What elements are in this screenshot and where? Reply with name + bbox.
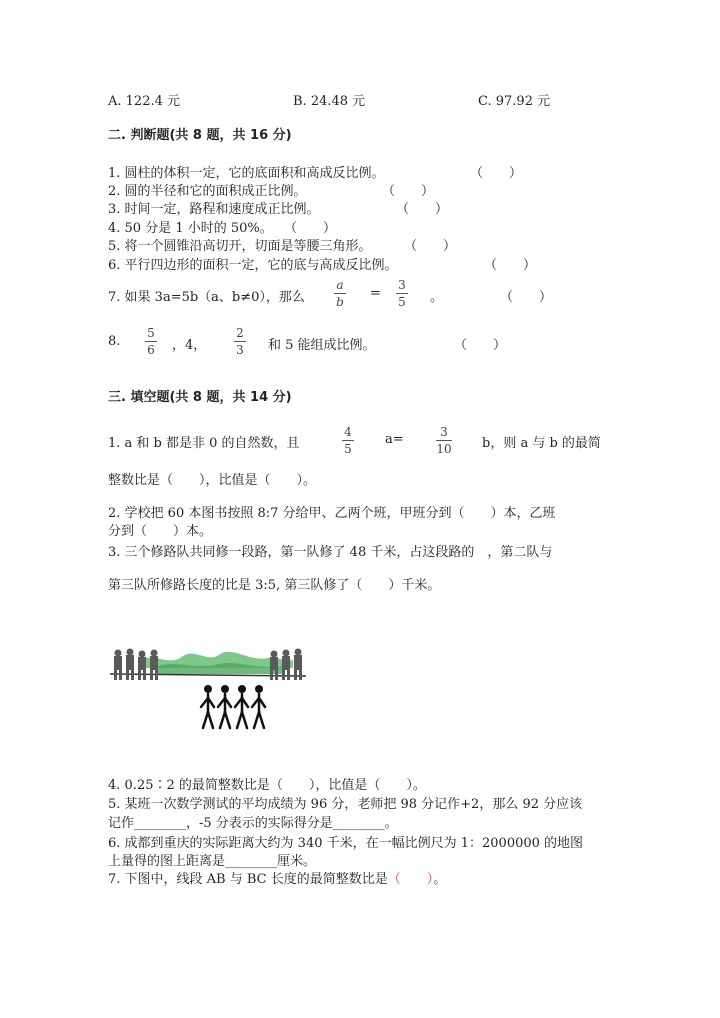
fill-q1-end: b，则 a 与 b 的最简 [482,436,601,451]
fraction-numerator: 2 [236,326,244,340]
judge-item-3: 3. 时间一定，路程和速度成正比例。 [108,202,320,217]
judge-item-7: 7. 如果 3a=5b（a、b≠0），那么 [108,290,305,305]
judge-answer-4[interactable]: （ ） [284,221,337,236]
left-team [114,649,158,681]
fraction-2-over-3 [234,326,246,357]
fill-q5-line2[interactable]: 记作________，-5 分表示的实际得分是________。 [108,816,398,831]
judge-answer-7[interactable]: （ ） [500,290,553,305]
fraction-bar [145,341,157,342]
fraction-numerator: 3 [440,425,448,439]
judge-answer-6[interactable]: （ ） [484,258,537,273]
fill-q2-line2[interactable]: 分到（ ）本。 [108,524,213,539]
judge-answer-8[interactable]: （ ） [454,338,507,353]
fraction-bar [334,293,346,294]
fraction-bar [436,440,452,441]
fill-q6-line1: 6. 成都到重庆的实际距离大约为 340 千米，在一幅比例尺为 1：2000000 的地图 [108,836,584,851]
judge-item-5: 5. 将一个圆锥沿高切开，切面是等腰三角形。 [108,239,372,254]
judge-answer-2[interactable]: （ ） [382,184,435,199]
fraction-denominator: b [336,295,344,309]
fraction-3-over-10 [436,425,452,456]
fill-q1-start: 1. a 和 b 都是非 0 的自然数，且 [108,436,300,451]
fill-q7-question: 7. 下图中，线段 AB 与 BC 长度的最简整数比是 [108,872,388,887]
fraction-a-over-b [334,278,346,309]
option-c: C. 97.92 元 [478,94,551,109]
fraction-4-over-5 [342,425,354,456]
fraction-denominator: 3 [236,343,244,357]
fill-q3-line2[interactable]: 第三队所修路长度的比是 3:5, 第三队修了（ ）千米。 [108,578,441,593]
option-b: B. 24.48 元 [293,94,366,109]
judge-answer-1[interactable]: （ ） [470,166,523,181]
fill-q1-mid: a= [385,432,404,447]
fill-q5-line1: 5. 某班一次数学测试的平均成绩为 96 分，老师把 98 分记作+2，那么 92 分应该 [108,797,583,812]
judge-answer-3[interactable]: （ ） [396,202,449,217]
judge-answer-5[interactable]: （ ） [404,239,457,254]
fill-q1-line2[interactable]: 整数比是（ ），比值是（ ）。 [108,473,317,488]
fraction-numerator: 5 [147,326,155,340]
fraction-denominator: 5 [344,442,352,456]
walking-people [201,685,265,728]
judge-item-8-end: 和 5 能组成比例。 [268,338,376,353]
fraction-3-over-5 [396,278,408,309]
fill-q2-line1[interactable]: 2. 学校把 60 本图书按照 8:7 分给甲、乙两个班，甲班分到（ ）本，乙班 [108,506,556,521]
fill-q3-line1: 3. 三个修路队共同修一段路，第一队修了 48 千米，占这段路的 ，第二队与 [108,545,553,560]
judge-item-8-mid: ，4， [172,338,207,353]
fraction-bar [234,341,246,342]
fraction-numerator: 3 [398,278,406,292]
judge-item-1: 1. 圆柱的体积一定，它的底面积和高成反比例。 [108,166,385,181]
section2-title: 二. 判断题(共 8 题，共 16 分) [108,128,292,143]
fraction-5-over-6 [145,326,157,357]
judge-item-6: 6. 平行四边形的面积一定，它的底与高成反比例。 [108,258,398,273]
fill-q7-answer-paren[interactable]: （ ） [387,872,434,887]
fill-q7-text [108,868,446,887]
fill-q7-end: 。 [433,872,447,887]
fraction-denominator: 6 [147,343,155,357]
fraction-bar [342,440,354,441]
fill-q4[interactable]: 4. 0.25∶2 的最简整数比是（ ），比值是（ ）。 [108,778,426,793]
tug-of-war-illustration [108,640,308,740]
fraction-numerator: 4 [344,425,352,439]
judge-item-4: 4. 50 分是 1 小时的 50%。 [108,221,273,236]
judge-item-7-end: 。 [430,290,444,305]
option-a: A. 122.4 元 [108,94,181,109]
judge-item-8-num: 8. [108,334,121,349]
fraction-numerator: a [336,278,344,292]
judge-item-2: 2. 圆的半径和它的面积成正比例。 [108,184,307,199]
fill-q6-line2[interactable]: 上量得的图上距离是________厘米。 [108,854,317,869]
fraction-denominator: 10 [436,442,452,456]
section3-title: 三. 填空题(共 8 题，共 14 分) [108,390,292,405]
equals-sign: = [370,286,381,301]
fraction-denominator: 5 [398,295,406,309]
fraction-bar [396,293,408,294]
